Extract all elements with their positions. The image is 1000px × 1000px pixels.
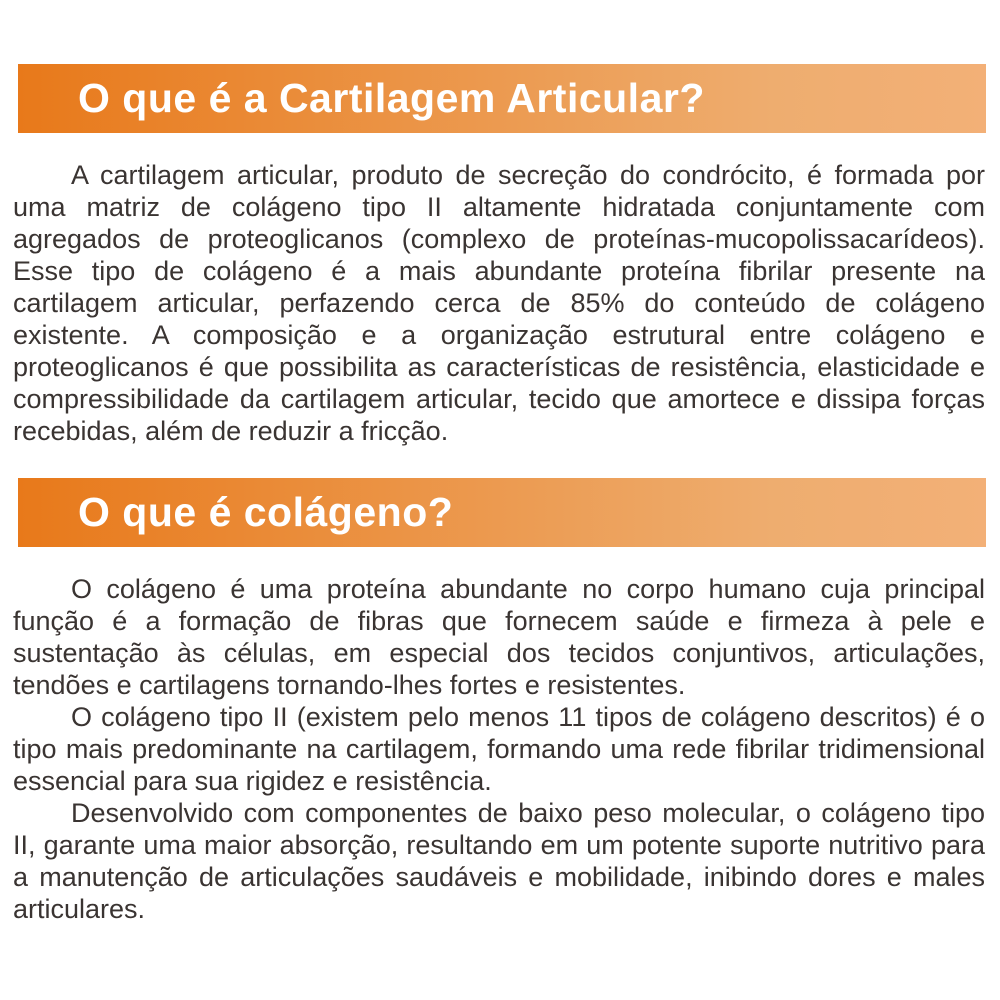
paragraph-cartilagem: A cartilagem articular, produto de secreção do condrócito, é formada por uma matriz de colágeno tipo II altamente hidratada conjuntamente com agregados de proteoglicanos (complexo de proteínas-mucopolissacarídeos). Esse tipo de colágeno é a mais abundante proteína fibrilar presente na cartilagem articular, perfazendo cerca de 85% do conteúdo de colágeno existente. A composição e a organização estrutural entre colágeno e proteoglicanos é que possibilita as características de resistência, elasticidade e compressibilidade da cartilagem articular, tecido que amortece e dissipa forças recebidas, além de reduzir a fricção. bbox=[13, 160, 985, 446]
paragraph-colageno-beneficios: Desenvolvido com componentes de baixo peso molecular, o colágeno tipo II, garante uma maior absorção, resultando em um potente suporte nutritivo para a manutenção de articulações saudáveis e mobilidade, inibindo dores e males articulares. bbox=[13, 798, 985, 924]
section-cartilagem-articular bbox=[0, 64, 1000, 447]
paragraph-colageno-definicao: O colágeno é uma proteína abundante no corpo humano cuja principal função é a formação de fibras que fornecem saúde e firmeza à pele e sustentação às células, em especial dos tecidos conjuntivos, articulações, tendões e cartilagens tornando-lhes fortes e resistentes. bbox=[13, 574, 985, 700]
section-header-bar bbox=[18, 478, 986, 547]
section-colageno bbox=[0, 478, 1000, 925]
section-title-cartilagem: O que é a Cartilagem Articular? bbox=[78, 75, 705, 121]
section-title-colageno: O que é colágeno? bbox=[78, 489, 454, 535]
paragraph-colageno-tipo2: O colágeno tipo II (existem pelo menos 11 tipos de colágeno descritos) é o tipo mais predominante na cartilagem, formando uma rede fibrilar tridimensional essencial para sua rigidez e resistência. bbox=[13, 702, 985, 796]
section-header-bar bbox=[18, 64, 986, 133]
